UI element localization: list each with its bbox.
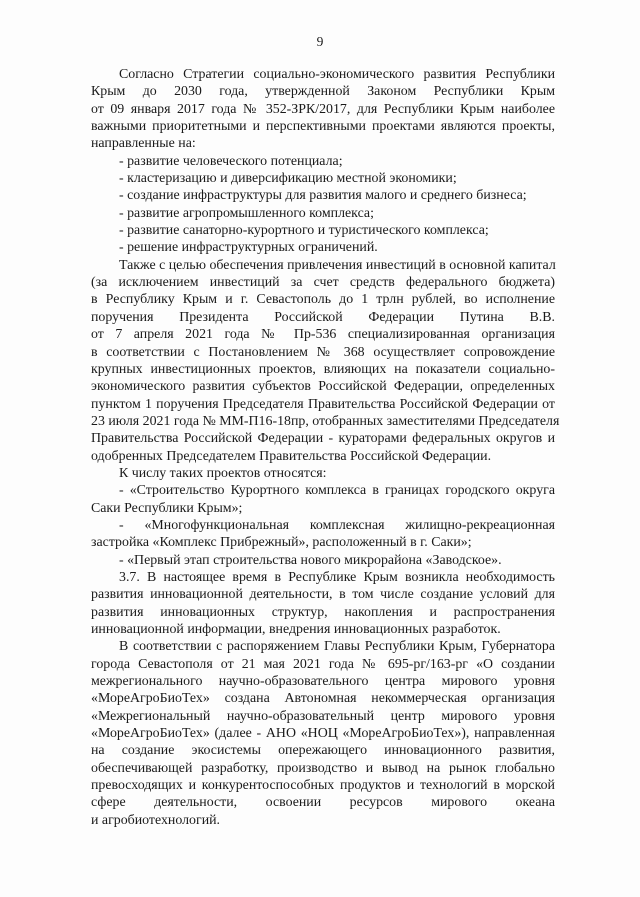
text-line: «МореАгроБиоТех» (далее - АНО «НОЦ «МореАгроБиоТех»), направленная [91,726,555,742]
text-line: - создание инфраструктуры для развития малого и среднего бизнеса; [119,188,527,204]
text-line: и агробиотехнологий. [91,812,221,828]
text-line: в Республику Крым и г. Севастополь до 1 трлн рублей, во исполнение [91,292,555,308]
text-line: Правительства Российской Федерации - кураторами федеральных округов и [91,431,555,447]
text-line: направленные на: [91,136,196,152]
text-line: одобренных Председателем Правительства Российской Федерации. [91,448,492,464]
text-line: 23 июля 2021 года № ММ-П16-18пр, отобранных заместителями Председателя [91,413,560,429]
text-line: Саки Республики Крым»; [91,500,243,516]
text-line: - развитие агропромышленного комплекса; [119,205,374,221]
text-line: К числу таких проектов относятся: [119,465,327,481]
text-line: инновационной информации, внедрения инновационных разработок. [91,622,501,637]
text-line: Крым до 2030 года, утвержденной Законом Республики Крым [91,84,555,100]
text-line: В соответствии с распоряжением Главы Республики Крым, Губернатора [119,639,555,655]
text-line: сфере деятельности, освоении ресурсов мирового океана [91,795,555,811]
text-line: - решение инфраструктурных ограничений. [119,240,378,256]
document-body [91,66,560,829]
text-line: от 7 апреля 2021 года № Пр-536 специализированная организация [91,327,555,343]
text-line: в соответствии с Постановлением № 368 осуществляет сопровождение [91,344,555,360]
page-number: 9 [316,34,324,49]
text-line: - «Первый этап строительства нового микрорайона «Заводское». [119,552,502,568]
text-line: Также с целью обеспечения привлечения инвестиций в основной капитал [119,257,556,273]
text-line: 3.7. В настоящее время в Республике Крым возникла необходимость [119,569,555,585]
text-line: крупных инвестиционных проектов, влияющих на показатели социально- [91,361,555,377]
text-line: развития инновационных структур, накопления и распространения [91,604,555,620]
text-line: важными приоритетными и перспективными проектами являются проекты, [91,119,555,135]
text-line: межрегионального научно-образовательного центра мирового уровня [91,674,555,690]
text-line: развития инновационной деятельности, в том числе создание условий для [91,587,555,603]
text-line: (за исключением инвестиций за счет средств федерального бюджета) [91,275,555,291]
text-line: Согласно Стратегии социально-экономического развития Республики [119,67,555,82]
text-line: застройка «Комплекс Прибрежный», расположенный в г. Саки»; [91,535,472,551]
text-line: поручения Президента Российской Федерации Путина В.В. [91,309,555,325]
text-line: - «Многофункциональная комплексная жилищно-рекреационная [119,517,555,533]
text-line: - развитие человеческого потенциала; [119,153,343,169]
text-line: превосходящих и конкурентоспособных продуктов и технологий в морской [91,778,555,794]
text-line: экономического развития субъектов Российской Федерации, определенных [91,379,555,395]
text-line: «МореАгроБиоТех» создана Автономная некоммерческая организация [91,691,555,707]
text-line: пунктом 1 поручения Председателя Правительства Российской Федерации от [91,396,555,412]
text-line: - развитие санаторно-курортного и туристического комплекса; [119,223,489,239]
text-line: - кластеризацию и диверсификацию местной экономики; [119,171,457,187]
text-line: обеспечивающей разработку, производство и вывод на рынок глобально [91,760,555,776]
text-line: на создание экосистемы опережающего инновационного развития, [91,743,555,759]
text-line: «Межрегиональный научно-образовательный центр мирового уровня [91,708,555,724]
text-line: от 09 января 2017 года № 352-ЗРК/2017, для Республики Крым наиболее [91,101,555,117]
text-line: города Севастополя от 21 мая 2021 года № 695-рг/163-рг «О создании [91,656,555,672]
text-line: - «Строительство Курортного комплекса в границах городского округа [119,483,555,499]
